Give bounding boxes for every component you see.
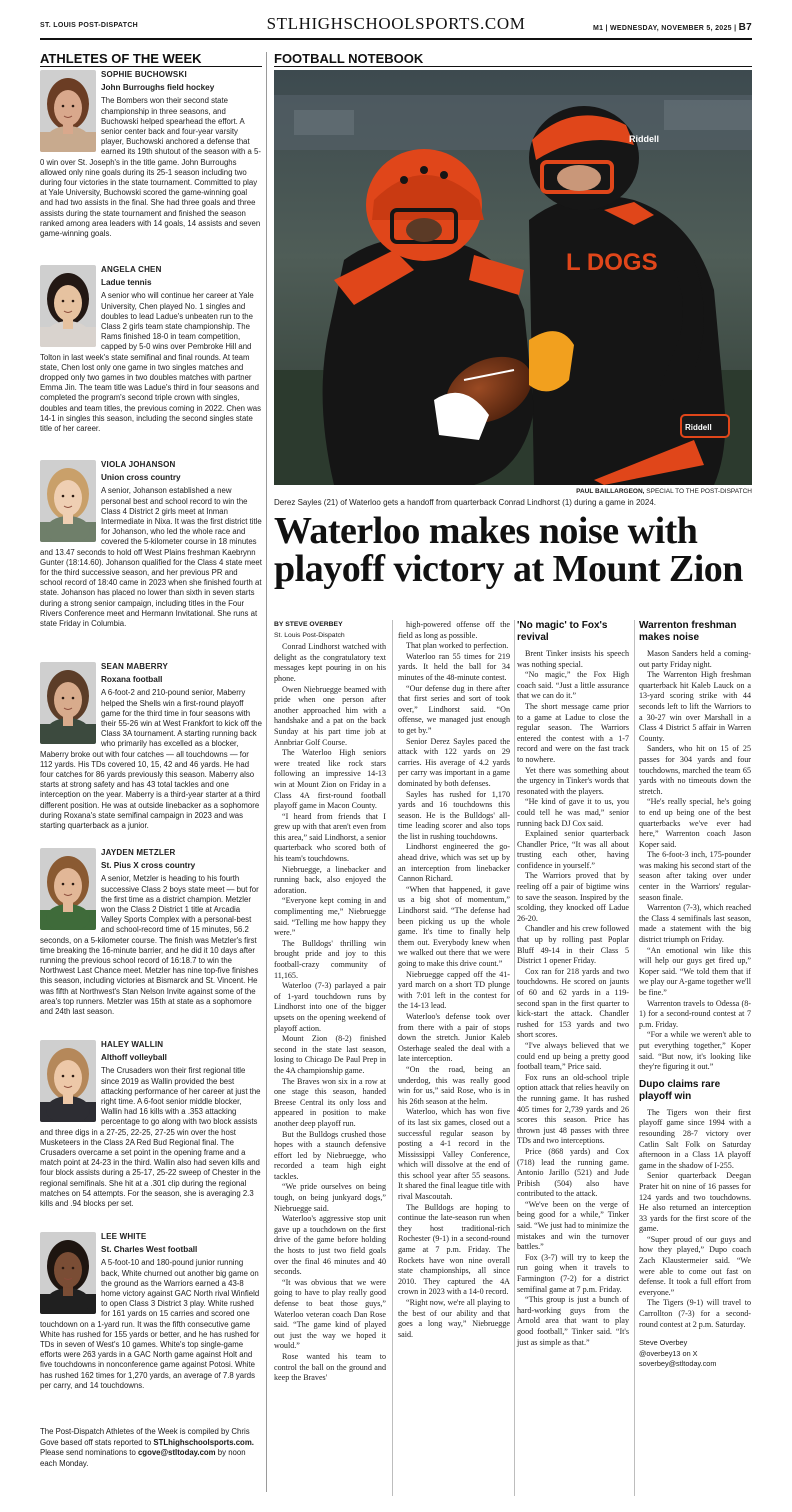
athlete-entry [40, 1232, 262, 1391]
story-paragraph: Senior Derez Sayles paced the attack with 122 yards on 29 carries. His average of 4.2 yards per carry was important in a game dominated by both defenses. [398, 736, 510, 788]
athlete-portrait-photo [40, 460, 96, 542]
column-2-body [398, 620, 510, 1340]
jersey-wordmark: L DOGS [566, 249, 658, 276]
column-rule [514, 620, 515, 1496]
hero-photo [274, 70, 752, 485]
athlete-name: VIOLA JOHANSON [101, 460, 176, 469]
column-rule [392, 620, 393, 1496]
dupo-subhead: Dupo claims rare playoff win [639, 1078, 721, 1102]
story-column-1 [274, 620, 386, 1384]
athletes-footer-note [40, 1427, 262, 1469]
footer-site-link[interactable]: STLhighschoolsports.com. [153, 1437, 254, 1447]
story-paragraph: “An emotional win like this will help our guys get fired up,” Koper said. “We told them that if we play our A-game together we'll be fine.” [639, 945, 751, 997]
story-paragraph: “I've always believed that we could end up being a pretty good football team,” Price said. [517, 1040, 629, 1072]
athlete-name: HALEY WALLIN [101, 1040, 164, 1049]
story-paragraph: But the Bulldogs crushed those hopes with a staunch defensive effort led by Niebruegge, who recorded a team high eight tackles. [274, 1129, 386, 1181]
athlete-name: JAYDEN METZLER [101, 848, 176, 857]
column-divider [266, 52, 267, 1492]
qb-helmet-logo: Riddell [629, 134, 660, 144]
athlete-school-sport: Union cross country [101, 473, 181, 483]
column-4b-body [639, 1108, 751, 1330]
notebook-section-rule [274, 66, 752, 67]
athlete-name: SEAN MABERRY [101, 662, 168, 671]
column-4-body [639, 649, 751, 1073]
story-paragraph: Fox runs an old-school triple option attack that relies heavily on the running game. It has rushed 405 times for 2,739 yards and 26 scores this season. Price has thrown just 48 passes with three TDs and two interceptions. [517, 1072, 629, 1146]
athlete-bio: A senior, Johanson established a new personal best and school record to win the Class 4 District 2 girls meet at Inman Intermediate in Nixa. It was the first district title for Johanson, who led the whole race and covered the 5-kilometer course in 18 minutes and 13.47 seconds to hold off West Plains freshman Kaebrynn Gunter (18:14.60). Johanson qualified for the Class 4 state meet for the third successive season, and her previous PR and school record of 18:40 came in 2023 when she finished fourth at state. Johanson has placed no lower than sixth in seven starts during a strong senior campaign, including titles in the Four Rivers Conference meet and Hermann Invitational. She runs at state Friday in Columbia. [40, 486, 262, 629]
author-name: Steve Overbey [639, 1338, 688, 1348]
qb-wristband-logo: Riddell [685, 423, 712, 432]
footer-email-link[interactable]: cgove@stltoday.com [137, 1448, 216, 1457]
story-paragraph: The Waterloo High seniors were treated like rock stars following an impressive 14-13 win at Mount Zion on Friday in a Class 4A first-round football playoff game in Macon County. [274, 748, 386, 811]
athlete-bio: A 6-foot-2 and 210-pound senior, Maberry helped the Shells win a first-round playoff game for the third time in four seasons with their 55-26 win at West Frankfort to kick off the Class 3A tournament. A starting running back who primarily has excelled as a blocker, Maberry broke out with four catches — all touchdowns — for 112 yards. His TDs covered 10, 15, 42 and 46 yards. He had four catches for 86 yards previously this season. Maberry also starts at strong safety and has 43 total tackles and one interception on the year. Maberry is a third-year starter at a third different position. He was at outside linebacker as a sophomore during Roxana's state semifinal campaign in 2023 and was starting quarterback as a junior. [40, 688, 262, 831]
story-paragraph: “Our defense dug in there after that first series and sort of took over,” Lindhorst said. “On offense, we managed just enough to get by.” [398, 683, 510, 735]
story-paragraph: Waterloo's defense took over from there with a pair of stops down the stretch. Junior Kaleb Osterhage sealed the deal with a late interception. [398, 1011, 510, 1064]
masthead[interactable]: STLHIGHSCHOOLSPORTS.COM [266, 14, 526, 33]
athlete-entry [40, 662, 262, 831]
story-affiliation: St. Louis Post-Dispatch [274, 631, 345, 639]
story-paragraph: “Everyone kept coming in and complimenting me,” Niebruegge said. “Telling me how happy they were.” [274, 896, 386, 938]
athlete-portrait-photo [40, 265, 96, 347]
athlete-portrait-photo [40, 848, 96, 930]
athlete-school-sport: Roxana football [101, 675, 163, 685]
athlete-name: LEE WHITE [101, 1232, 147, 1241]
story-paragraph: The Tigers won their first playoff game since 1994 with a resounding 28-7 victory over Catlin Salt Folk on Saturday afternoon in a Class 1A playoff game in the shadow of I-255. [639, 1107, 751, 1170]
story-paragraph: The Bulldogs are hoping to continue the late-season run when they host traditional-rich Rochester (9-1) in a second-round game at 7 p.m. Friday. The Rockets have won nine overall state championships, all since 2010. They captured the 4A crown in 2023 with a 14-0 record. [398, 1202, 510, 1297]
story-paragraph: Niebruegge, a linebacker and running back, also enjoyed the adoration. [274, 864, 386, 895]
story-paragraph: “He's really special, he's going to end up being one of the best quarterbacks we've ever had here,” Warrenton coach Jason Koper said. [639, 797, 751, 849]
photo-caption: Derez Sayles (21) of Waterloo gets a handoff from quarterback Conrad Lindhorst (1) during a game in 2024. [274, 498, 656, 507]
story-paragraph: The short message came prior to a game at Ladue to close the regular season. The Warriors entered the contest with a 1-7 record and were on the fast track to nowhere. [517, 701, 629, 764]
story-paragraph: The 6-foot-3 inch, 175-pounder was making his second start of the season after taking over under center in the Warriors' regular-season finale. [639, 850, 751, 902]
story-paragraph: Niebruegge capped off the 41-yard march on a short TD plunge with 7:01 left in the contest for the 14-13 lead. [398, 969, 510, 1011]
story-headline[interactable]: Waterloo makes noise with playoff victory at Mount Zion [274, 510, 743, 590]
story-paragraph: Sanders, who hit on 15 of 25 passes for 304 yards and four touchdowns, marched the team 65 yards with no timeouts down the stretch. [639, 744, 751, 796]
fox-subhead: 'No magic' to Fox's revival [517, 620, 608, 643]
story-paragraph: Rose wanted his team to control the ball on the ground and keep the Braves' [274, 1351, 386, 1383]
story-paragraph: The Warriors proved that by reeling off a pair of bigtime wins to save the season. Inspired by the scolding, they knocked off Ladue 26-20. [517, 871, 629, 923]
photographer-name: PAUL BAILLARGEON, [576, 488, 645, 495]
story-paragraph: Senior quarterback Deegan Prater hit on nine of 16 passes for 124 yards and two touchdowns. He also returned an interception 33 yards for the first score of the game. [639, 1171, 751, 1234]
athlete-portrait-photo [40, 662, 96, 744]
athlete-bio: A 5-foot-10 and 180-pound junior running back, White churned out another big game on the ground as the Warriors earned a 43-8 home victory against GAC North rival Winfield to open Class 3 District 3 play. White rushed for 161 yards on 15 carries and scored one touchdown on a 1-yard run. It was the fifth consecutive game White has rushed for 155 yards or better, and he has rushed for TDs in seven of West's 10 games. White's top single-game efforts were 263 yards in a GAC North game against Holt and five touchdowns in nonconference game against Potosi. White has rushed 162 times for 1,270 yards, an average of 7.8 yards per carry, and 14 touchdowns. [40, 1258, 260, 1390]
story-paragraph: “I heard from friends that I grew up with that aren't even from this area,” said Lindhorst, a senior quarterback who scored both of his team's touchdowns. [274, 811, 386, 864]
author-email[interactable]: soverbey@stltoday.com [639, 1359, 717, 1369]
athlete-bio: A senior, Metzler is heading to his fourth successive Class 2 boys state meet — but for the first time as a district champion. Metzler won the Class 2 District 1 title at Arcadia Valley Sports Complex with a personal-best and school-record time of 15 minutes, 56.2 seconds, on a 5-kilometer course. The finish was Metzler's first time breaking the 16-minute barrier, and he did it 10 days after running the previous school record of 16:18.7 to win the Northwest Last Chance meet. Metzler has nine top-five finishes this season, including victories at Bismarck and St. Vincent. He was fifth at Northwest's Stan Nelson Invite against some of the area's top runners. Metzler was 15th at state as a sophomore and 24th last season. [40, 874, 259, 1017]
athlete-entry [40, 265, 262, 434]
story-paragraph: Waterloo (7-3) parlayed a pair of 1-yard touchdown runs by Lindhorst into one of the bigger upsets on the opening weekend of playoff action. [274, 981, 386, 1033]
story-column-4 [639, 620, 751, 1370]
story-paragraph: “Super proud of our guys and how they played,” Dupo coach Zach Klaustermeier said. “We were able to come out fast on defense. It took a full effort from everyone.” [639, 1234, 751, 1297]
column-rule [634, 620, 635, 1496]
story-signoff [639, 1338, 751, 1370]
story-paragraph: The Tigers (9-1) will travel to Carrollton (7-3) for a second-round contest at 2 p.m. Saturday. [639, 1298, 751, 1329]
football-handoff-image [274, 70, 752, 485]
story-paragraph: “He kind of gave it to us, you could tell he was mad,” senior running back DJ Cox said. [517, 797, 629, 828]
story-paragraph: Chandler and his crew followed that up by rolling past Poplar Bluff 49-14 in their Class 5 District 1 opener Friday. [517, 924, 629, 966]
story-paragraph: Brent Tinker insists his speech was nothing special. [517, 649, 629, 669]
story-paragraph: That plan worked to perfection. [406, 641, 509, 651]
athlete-portrait-photo [40, 70, 96, 152]
athlete-name: ANGELA CHEN [101, 265, 162, 274]
story-paragraph: Waterloo, which has won five of its last six games, closed out a successful regular season by posting a 4-1 record in the Mississippi Valley Conference, which will dissolve at the end of this school year after 55 seasons. It shared the final league title with rival Mascoutah. [398, 1107, 510, 1202]
story-paragraph: Mason Sanders held a coming-out party Friday night. [639, 649, 751, 669]
story-paragraph: “It was obvious that we were going to have to play really good defense to beat those guys,” Waterloo veteran coach Dan Rose said. “The game kind of played out just the way we hoped it would.” [274, 1277, 386, 1351]
story-paragraph: “We've been on the verge of being good for a while,” Tinker said. “We just had to minimize the mistakes and win the turnover battles.” [517, 1199, 629, 1252]
athlete-bio: The Crusaders won their first regional title since 2019 as Wallin provided the best attacking performance of her career at just the right time. A 6-foot senior middle blocker, Wallin had 16 kills with a .353 attacking percentage to go along with two block assists and three digs in a 27-25, 22-25, 27-25 win over the host Musketeers in the Class 2A Red Bud Regional final. The Crusaders overcame a set point in the opening frame and a match point at 24-23 in the third. Wallin also had seven kills and four block assists during a 25-17, 25-22 sweep of Chester in the regional semifinals. She hit at a .301 clip during the regional matches on 54 attempts. For the season, she is averaging 2.3 kills and .94 blocks per set. [40, 1066, 261, 1209]
athlete-name: SOPHIE BUCHOWSKI [101, 70, 187, 79]
athlete-school-sport: Althoff volleyball [101, 1053, 167, 1063]
story-paragraph: Sayles has rushed for 1,170 yards and 16 touchdowns this season. He is the Bulldogs' all-time leading scorer and also tops the list in rushing touchdowns. [398, 789, 510, 841]
story-paragraph: Lindhorst engineered the go-ahead drive, which was set up by an interception from linebacker Cannon Richard. [398, 842, 510, 884]
folio-publication: ST. LOUIS POST-DISPATCH [40, 22, 139, 29]
credit-affiliation: SPECIAL TO THE POST-DISPATCH [644, 488, 752, 495]
column-3-body [517, 649, 629, 1348]
folio-edition-date: M1 | WEDNESDAY, NOVEMBER 5, 2025 | [592, 25, 737, 32]
athlete-entry [40, 460, 262, 629]
story-column-3 [517, 620, 629, 1348]
notebook-section-title: FOOTBALL NOTEBOOK [274, 51, 424, 66]
story-paragraph: “This group is just a bunch of hard-working guys from the Arnold area that want to play good football,” Tinker said. “It's just as simple as that.” [517, 1295, 629, 1347]
story-paragraph: Explained senior quarterback Chandler Price, “It was all about trusting each other, having confidence in yourself.” [517, 829, 629, 870]
author-social-handle[interactable]: @overbey13 on X [639, 1348, 698, 1358]
story-paragraph: Cox ran for 218 yards and two touchdowns. He scored on jaunts of 60 and 62 yards in a 119-second span in the first quarter to kick-start the attack. Chandler rushed for 153 yards and two short scores. [517, 966, 629, 1040]
athlete-entry [40, 1040, 262, 1209]
athlete-school-sport: St. Charles West football [101, 1245, 198, 1255]
story-paragraph: Price (868 yards) and Cox (718) lead the running game. Antonio Jarillo (521) and Jude Pribish (504) also have contributed to the attack. [517, 1146, 629, 1199]
story-paragraph: Warrenton (7-3), which reached the Class 4 semifinals last season, made a statement with the big district triumph on Friday. [639, 903, 751, 945]
story-paragraph: “When that happened, it gave us a big shot of momentum,” Lindhorst said. “The defense had been picking us up the whole game. It's time to finally help them out. Everybody knew when we walked out there that we were going to make this drive count.” [398, 884, 510, 968]
athlete-portrait-photo [40, 1232, 96, 1314]
story-paragraph: “Right now, we're all playing to the best of our ability and that goes a long way,” Niebruegge said. [398, 1298, 510, 1339]
footer-text-3: by noon each Monday. [40, 1448, 246, 1468]
athlete-portrait-photo [40, 1040, 96, 1122]
story-paragraph: “We pride ourselves on being tough, on being junkyard dogs,” Niebruegge said. [274, 1182, 386, 1213]
story-paragraph: Waterloo's aggressive stop unit gave up a touchdown on the first drive of the game before holding the hosts to just two field goals over the final 46 minutes and 40 seconds. [274, 1214, 386, 1277]
footer-text-2: Please send nominations to [40, 1448, 136, 1457]
athlete-school-sport: John Burroughs field hockey [101, 83, 215, 93]
folio-date [593, 22, 752, 33]
athlete-school-sport: St. Pius X cross country [101, 861, 196, 871]
story-paragraph: “For a while we weren't able to put everything together,” Koper said. “But now, it's looking like they're figuring it out.” [639, 1030, 751, 1072]
athlete-school-sport: Ladue tennis [101, 278, 152, 288]
story-paragraph: Fox (3-7) will try to keep the run going when it travels to Farmington (7-2) for a district semifinal game at 7 p.m. Friday. [517, 1252, 629, 1294]
athlete-bio: The Bombers won their second state championship in three seasons, and Buchowski helped spearhead the effort. A senior center back and four-year varsity player, Buchowski anchored a defense that earned its 19th shutout of the season with a 5-0 win over St. Joseph's in the title game. John Burroughs allowed only nine goals during its 25-1 season including two during four victories in the state tournament. Committed to play at Yale University, Buchowski scored the game-winning goal and had two assists in the final. She had three goals and three assists during the state tournament and finished the season ranked among area leaders with 14 goals, 14 assists and seven game-winning goals. [40, 96, 261, 239]
story-paragraph: “No magic,” the Fox High coach said. “Just a little assurance that we can do it.” [517, 670, 629, 701]
story-byline: BY STEVE OVERBEY [274, 621, 343, 628]
story-paragraph: Waterloo ran 55 times for 219 yards. It held the ball for 34 minutes of the 48-minute contest. [398, 651, 510, 682]
story-paragraph: Owen Niebruegge beamed with pride when one person after another approached him with a handshake and a pat on the back Sunday at his part time job at Annbriar Golf Course. [274, 684, 386, 747]
story-paragraph: The Warrenton High freshman quarterback hit Kaleb Lauck on a 13-yard scoring strike with 44 seconds left to lift the Warriors to a 30-27 win over Marshall in a Class 4 District 5 affair in Warren County. [639, 670, 751, 743]
photo-credit [274, 488, 752, 495]
top-rule [40, 38, 752, 40]
footer-text-1: The Post-Dispatch Athletes of the Week is compiled by Chris Gove based off stats reported to [40, 1427, 250, 1447]
story-paragraph: Conrad Lindhorst watched with delight as the congratulatory text messages kept pouring in on his phone. [274, 642, 386, 683]
athlete-entry [40, 848, 262, 1017]
story-column-2 [398, 620, 510, 1340]
story-paragraph: high-powered offense off the field as long as possible. [398, 620, 510, 640]
story-paragraph: “On the road, being an underdog, this was really good win for us,” said Rose, who is in his 26th season at the helm. [398, 1064, 510, 1106]
athlete-entry [40, 70, 262, 239]
warrenton-subhead: Warrenton freshman makes noise [639, 620, 737, 643]
story-paragraph: Warrenton travels to Odessa (8-1) for a second-round contest at 7 p.m. Friday. [639, 998, 751, 1029]
athlete-bio: A senior who will continue her career at Yale University, Chen played No. 1 singles and doubles to lead Ladue's unbeaten run to the Class 2 girls team state championship. The Rams finished 18-0 in team competition, capped by 5-0 wins over Pembroke Hill and Tolton in last week's state semifinal and final rounds. At team state, Chen lost only one game in two singles matches and dropped only two games in two doubles matches with partner Emma Jin. The team title was Ladue's third in four seasons and completed the program's second triple crown with singles, doubles and team titles, the previous coming in 2022. Chen was 14-1 in singles this season, including the second singles state title of her career. [40, 291, 262, 434]
athletes-section-rule [40, 66, 262, 67]
column-1-body [274, 642, 386, 1384]
story-paragraph: The Bulldogs' thrilling win brought pride and joy to this football-crazy community of 11,165. [274, 938, 386, 980]
story-paragraph: Mount Zion (8-2) finished second in the state last season, losing to Chicago De Paul Prep in the 4A championship game. [274, 1034, 386, 1075]
story-paragraph: Yet there was something about the urgency in Tinker's words that resonated with the players. [517, 765, 629, 796]
folio-page-number: B7 [738, 22, 752, 33]
story-paragraph: The Braves won six in a row at one stage this season, handed Breese Central its only loss and appeared in position to make another deep playoff run. [274, 1076, 386, 1128]
athletes-section-title: ATHLETES OF THE WEEK [40, 51, 202, 66]
